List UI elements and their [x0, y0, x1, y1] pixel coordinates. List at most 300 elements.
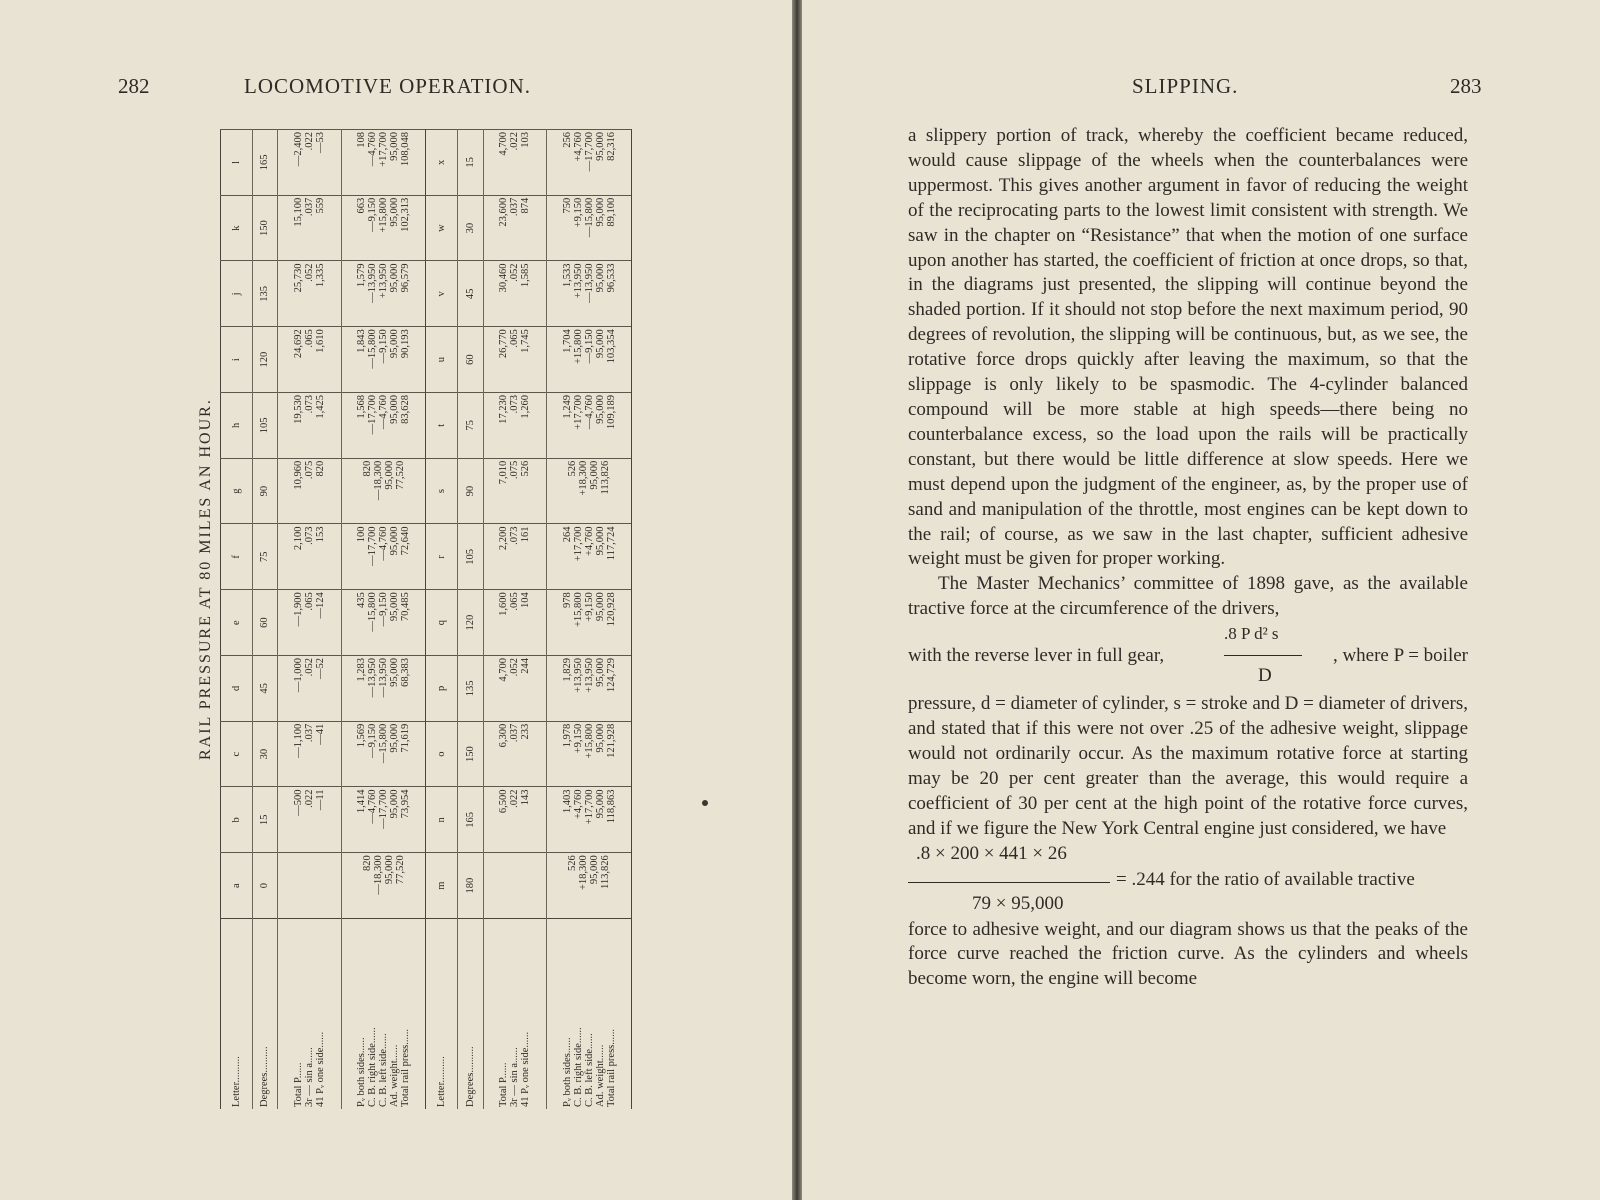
table-cell-cb-right: +17,700	[572, 395, 584, 430]
table-cell-cb-right: —13,950	[367, 263, 379, 303]
table-cell-ad-weight: 95,000	[383, 460, 395, 490]
table-cell-force-group	[547, 656, 632, 722]
row-label-degrees: Degrees..........	[458, 919, 483, 1110]
table-cell-cb-right: —15,800	[367, 592, 379, 632]
row-label: 41 Pᵥ one side......	[314, 1031, 326, 1107]
row-label: Total P......	[498, 1062, 510, 1107]
table-cell-force-group	[547, 393, 632, 459]
table-cell-degrees: 180	[458, 853, 483, 919]
table-cell-force-group	[547, 261, 632, 327]
table-cell-p-group	[483, 327, 547, 393]
table-cell-ad-weight: 95,000	[389, 526, 401, 556]
right-page-number: 283	[1450, 74, 1482, 98]
table-cell-sin: .037	[509, 723, 521, 743]
table-cell-letter: d	[221, 656, 253, 722]
table-cell-p-group	[278, 721, 342, 787]
table-cell-pv-one: 153	[314, 526, 326, 543]
formula-1-lead: with the reverse lever in full gear,	[908, 645, 1165, 667]
table-cell-cb-left: —13,950	[583, 263, 595, 303]
ink-spot	[702, 800, 708, 806]
table-cell-pv-one: 820	[314, 460, 326, 477]
formula-2-result: = .244 for the ratio of available tractive	[1116, 868, 1415, 890]
table-cell-pv-both: 1,579	[356, 263, 368, 288]
table-cell-cb-left: —17,700	[583, 132, 595, 172]
table-cell-force-group	[341, 524, 426, 590]
table-cell-degrees: 15	[458, 130, 483, 196]
table-cell-sin: .073	[303, 526, 315, 545]
table-cell-total: 82,316	[605, 132, 617, 161]
table-cell-pv-one: —53	[314, 132, 326, 153]
table-cell-pv-both: 1,569	[356, 723, 368, 748]
row-label-force-group	[547, 919, 632, 1110]
table-cell-force-group	[341, 721, 426, 787]
table-row-letter	[426, 130, 458, 1110]
table-cell-pv-both: 750	[561, 197, 573, 214]
table-cell-total-p: 24,692	[292, 329, 304, 359]
row-label-p-group	[483, 919, 547, 1110]
table-cell-cb-left: —4,760	[378, 526, 390, 561]
table-cell-total: 113,826	[600, 460, 612, 495]
table-cell-total: 77,520	[394, 855, 406, 885]
table-cell-degrees: 90	[458, 458, 483, 524]
table-cell-ad-weight: 95,000	[389, 395, 401, 424]
table-cell-degrees: 75	[458, 393, 483, 459]
table-cell-letter: i	[221, 327, 253, 393]
table-cell-degrees: 150	[458, 721, 483, 787]
table-cell-ad-weight: 95,000	[594, 395, 606, 424]
table-cell-pv-both: 526	[567, 855, 579, 871]
table-cell-cb-left: +13,950	[583, 658, 595, 693]
table-cell-p-group	[278, 261, 342, 327]
table-cell-p-group	[278, 195, 342, 261]
table-cell-cb-left: —4,760	[583, 395, 595, 430]
table-cell-cb-left: —9,150	[583, 329, 595, 364]
table-cell-pv-both: 435	[356, 592, 368, 608]
row-label: C. B. right side......	[572, 1027, 584, 1107]
table-cell-letter: w	[426, 195, 458, 261]
table-cell-ad-weight: 95,000	[594, 197, 606, 227]
table-cell-pv-one: 1,610	[314, 329, 326, 353]
row-label: Total rail press......	[400, 1029, 412, 1107]
table-cell-p-group	[278, 327, 342, 393]
table-cell-cb-right: —18,300	[372, 460, 384, 501]
table-cell-p-group	[278, 393, 342, 459]
table-cell-ad-weight: 95,000	[594, 526, 606, 556]
fraction-bar	[908, 882, 1110, 883]
table-cell-letter: n	[426, 787, 458, 853]
table-cell-cb-right: +15,800	[572, 329, 584, 365]
table-cell-pv-both: 1,249	[561, 395, 573, 419]
table-cell-ad-weight: 95,000	[389, 723, 401, 753]
table-cell-cb-left: —13,950	[378, 658, 390, 698]
table-cell-pv-one: 1,260	[520, 395, 532, 419]
table-cell-letter: k	[221, 195, 253, 261]
table-cell-p-group	[483, 458, 547, 524]
table-cell-letter: m	[426, 853, 458, 919]
table-cell-cb-left: —9,150	[378, 329, 390, 364]
table-cell-pv-one: —52	[314, 658, 326, 679]
table-row-p-group	[483, 130, 547, 1110]
table-cell-degrees: 105	[252, 393, 277, 459]
table-cell-total: 96,579	[400, 263, 412, 293]
table-cell-letter: q	[426, 590, 458, 656]
table-row-force-group	[341, 130, 426, 1110]
row-label: 3r — sin a......	[509, 1047, 521, 1107]
table-cell-degrees: 30	[458, 195, 483, 261]
table-cell-total-p: 1,600	[498, 592, 510, 616]
table-cell-p-group	[278, 853, 342, 919]
table-cell-total-p: 4,700	[498, 132, 510, 156]
table-cell-letter: s	[426, 458, 458, 524]
table-cell-p-group	[483, 393, 547, 459]
table-cell-ad-weight: 95,000	[389, 789, 401, 819]
paragraph-1: a slippery portion of track, whereby the coefficient became reduced, would cause slippage of the wheels when the counterbalances were uppermost. This gives another argument in favor of reducing the weight of the reciprocating parts to the lowest limit consistent with strength. We saw in the chapter on “Resistance” that when the motion of one surface upon another has started, the coefficient of friction at once drops, so that, in the diagrams just presented, the slipping will continue beyond the shaded portion. If it should not stop before the next maximum period, 90 degrees of revolution, the slipping will be continuous, but, as we see, the rotative force drops quickly after leaving the maximum, so that the slippage is only likely to be spasmodic. The 4-cylinder balanced compound will be more stable at high speeds—there being no counterbalance excess, so the load upon the rails will be practically constant, but there would be little difference at slow speeds. Here we must depend upon the judgment of the engineer, as, by the proper use of sand and manipulation of the throttle, most engines can be kept down to the rail; of course, as we saw in the last chapter, sufficient adhesive weight must be given for proper working.	[908, 125, 1468, 570]
table-cell-cb-left: —15,800	[378, 723, 390, 764]
table-cell-sin: .037	[509, 197, 521, 217]
row-label: 3r — sin a......	[303, 1047, 315, 1107]
row-label: C. B. left side......	[583, 1033, 595, 1107]
table-cell-total: 102,313	[400, 197, 412, 232]
table-cell-p-group	[483, 787, 547, 853]
formula-1-trail: , where P = boiler	[1332, 645, 1468, 667]
paragraph-2-cont: pressure, d = diameter of cylinder, s = stroke and D = diameter of drivers, and stated that if this were not over .25 of the adhesive weight, slippage would not ordinarily occur. As the maximum rotative force at starting may be 20 per cent greater than the average, this would require a coefficient of 30 per cent at the high point of the rotative force curves, and if we figure the New York Central engine just considered, we have	[908, 693, 1468, 839]
table-cell-letter: h	[221, 393, 253, 459]
table-cell-degrees: 30	[252, 721, 277, 787]
table-cell-sin: .073	[509, 526, 521, 545]
table-cell-pv-both: 526	[567, 460, 579, 477]
table-cell-cb-right: +15,800	[572, 592, 584, 628]
table-title: RAIL PRESSURE AT 80 MILES AN HOUR.	[197, 398, 214, 760]
table-cell-pv-one: 1,585	[520, 263, 532, 288]
table-cell-cb-right: —4,760	[367, 132, 379, 167]
table-cell-pv-both: 1,414	[356, 789, 368, 814]
table-cell-total-p: 23,600	[498, 197, 510, 227]
table-cell-degrees: 135	[458, 656, 483, 722]
table-cell-ad-weight: 95,000	[594, 263, 606, 293]
table-cell-pv-one: 559	[314, 197, 326, 214]
table-cell-total-p: 30,460	[498, 263, 510, 293]
left-page-number: 282	[118, 74, 150, 98]
table-cell-cb-left: —4,760	[378, 395, 390, 430]
table-cell-force-group	[341, 458, 426, 524]
row-label: Total P......	[292, 1062, 304, 1107]
table-cell-p-group	[278, 590, 342, 656]
table-cell-cb-left: +13,950	[378, 263, 390, 299]
table-cell-sin: .022	[303, 132, 315, 151]
table-cell-pv-one: 1,425	[314, 395, 326, 419]
table-cell-pv-one: —41	[314, 723, 326, 745]
table-cell-p-group	[483, 261, 547, 327]
table-cell-cb-left: +9,150	[583, 592, 595, 622]
table-cell-total: 83,628	[400, 395, 412, 424]
table-cell-ad-weight: 95,000	[589, 460, 601, 490]
table-cell-letter: f	[221, 524, 253, 590]
table-cell-total-p: 15,100	[292, 197, 304, 227]
table-cell-ad-weight: 95,000	[594, 789, 606, 819]
table-cell-force-group	[341, 787, 426, 853]
table-cell-p-group	[483, 590, 547, 656]
table-cell-ad-weight: 95,000	[383, 855, 395, 885]
row-label: Pᵥ both sides......	[356, 1037, 368, 1107]
table-cell-ad-weight: 95,000	[594, 592, 606, 622]
table-cell-degrees: 105	[458, 524, 483, 590]
table-cell-degrees: 135	[252, 261, 277, 327]
table-cell-cb-left: +15,800	[583, 723, 595, 759]
row-label: Ad. weight......	[389, 1044, 401, 1107]
table-cell-degrees: 75	[252, 524, 277, 590]
table-cell-ad-weight: 95,000	[589, 855, 601, 885]
table-cell-force-group	[341, 590, 426, 656]
table-cell-sin: .075	[303, 460, 315, 480]
row-label: C. B. right side......	[367, 1027, 379, 1107]
table-cell-total-p: 26,770	[498, 329, 510, 359]
table-cell-ad-weight: 95,000	[594, 132, 606, 161]
row-label-p-group	[278, 919, 342, 1110]
table-cell-total: 89,100	[605, 197, 617, 227]
table-cell-total: 113,826	[600, 855, 612, 889]
table-cell-cb-right: +9,150	[572, 197, 584, 228]
table-cell-letter: b	[221, 787, 253, 853]
row-label: Total rail press......	[605, 1029, 617, 1107]
table-cell-sin: .052	[509, 658, 521, 677]
table-cell-sin: .065	[509, 329, 521, 348]
table-cell-sin: .022	[509, 789, 521, 808]
table-cell-pv-both: 978	[561, 592, 573, 608]
table-cell-pv-both: 256	[561, 132, 573, 148]
table-cell-force-group	[341, 327, 426, 393]
table-cell-degrees: 45	[252, 656, 277, 722]
table-cell-pv-both: 108	[356, 132, 368, 148]
table-cell-total: 121,928	[605, 723, 617, 758]
table-cell-degrees: 0	[252, 853, 277, 919]
row-label-letter: Letter..........	[221, 919, 253, 1110]
table-cell-cb-left: —15,800	[583, 197, 595, 238]
table-cell-pv-both: 663	[356, 197, 368, 214]
left-page	[0, 0, 794, 1200]
table-cell-degrees: 165	[252, 130, 277, 196]
table-cell-total-p: —1,000	[292, 658, 304, 693]
table-cell-p-group	[483, 524, 547, 590]
table-cell-sin: .073	[509, 395, 521, 414]
table-cell-cb-right: +4,760	[572, 789, 584, 820]
formula-tractive-force	[908, 622, 1468, 692]
table-cell-p-group	[278, 130, 342, 196]
table-cell-force-group	[341, 393, 426, 459]
table-cell-total-p: —500	[292, 789, 304, 816]
formula-2-numerator: .8 × 200 × 441 × 26	[916, 842, 1067, 864]
row-label-letter: Letter..........	[426, 919, 458, 1110]
row-label-force-group	[341, 919, 426, 1110]
table-row-degrees	[458, 130, 483, 1110]
table-cell-force-group	[341, 261, 426, 327]
table-cell-total: 77,520	[394, 460, 406, 490]
table-cell-sin: .037	[303, 197, 315, 217]
table-cell-cb-right: +4,760	[572, 132, 584, 162]
table-cell-sin: .022	[303, 789, 315, 808]
table-cell-force-group	[547, 130, 632, 196]
table-cell-pv-both: 100	[356, 526, 368, 543]
table-cell-pv-both: 264	[561, 526, 573, 543]
table-cell-letter: j	[221, 261, 253, 327]
table-cell-pv-one: 161	[520, 526, 532, 543]
paragraph-2-start: The Master Mechanics’ committee of 1898 gave, as the available tractive force at the circumference of the drivers,	[908, 573, 1468, 620]
table-cell-sin: .052	[509, 263, 521, 282]
right-page	[802, 0, 1600, 1200]
formula-2-denominator: 79 × 95,000	[972, 892, 1064, 914]
table-cell-ad-weight: 95,000	[389, 329, 401, 359]
table-cell-total: 124,729	[605, 658, 617, 693]
table-cell-total: 71,619	[400, 723, 412, 753]
table-cell-sin: .022	[509, 132, 521, 151]
fraction-bar	[1224, 655, 1302, 656]
table-cell-total: 108,048	[400, 132, 412, 167]
table-cell-total: 109,189	[605, 395, 617, 430]
table-cell-letter: t	[426, 393, 458, 459]
table-cell-p-group	[278, 458, 342, 524]
table-cell-total: 73,954	[400, 789, 412, 819]
table-cell-degrees: 60	[458, 327, 483, 393]
table-cell-p-group	[278, 656, 342, 722]
table-row-p-group	[278, 130, 342, 1110]
table-cell-cb-right: +18,300	[578, 855, 590, 891]
table-cell-total: 70,485	[400, 592, 412, 622]
table-cell-sin: .052	[303, 263, 315, 282]
table-cell-degrees: 45	[458, 261, 483, 327]
table-cell-force-group	[547, 787, 632, 853]
table-cell-cb-left: +17,700	[583, 789, 595, 825]
table-cell-degrees: 120	[458, 590, 483, 656]
table-cell-total-p: 2,200	[498, 526, 510, 551]
left-running-head: LOCOMOTIVE OPERATION.	[244, 74, 531, 98]
table-cell-letter: u	[426, 327, 458, 393]
rail-pressure-table	[220, 129, 632, 1109]
table-cell-pv-one: 874	[520, 197, 532, 214]
table-cell-ad-weight: 95,000	[594, 658, 606, 687]
table-cell-cb-left: —9,150	[378, 592, 390, 627]
table-cell-letter: x	[426, 130, 458, 196]
table-cell-cb-right: —13,950	[367, 658, 379, 698]
table-cell-cb-right: —9,150	[367, 723, 379, 758]
table-row-letter	[221, 130, 253, 1110]
table-cell-pv-one: 103	[520, 132, 532, 148]
table-cell-cb-right: +9,150	[572, 723, 584, 754]
table-cell-cb-right: +13,950	[572, 658, 584, 693]
table-cell-pv-both: 1,829	[561, 658, 573, 682]
table-cell-pv-one: 244	[520, 658, 532, 674]
row-label: Ad. weight......	[594, 1044, 606, 1107]
table-cell-sin: .052	[303, 658, 315, 677]
table-cell-total-p: 7,010	[498, 460, 510, 485]
table-cell-sin: .065	[303, 329, 315, 348]
table-cell-total-p: —1,100	[292, 723, 304, 758]
table-cell-total-p: 2,100	[292, 526, 304, 551]
table-cell-letter: r	[426, 524, 458, 590]
table-cell-cb-left: +4,760	[583, 526, 595, 557]
table-cell-ad-weight: 95,000	[389, 658, 401, 687]
table-cell-ad-weight: 95,000	[389, 197, 401, 227]
table-cell-degrees: 60	[252, 590, 277, 656]
formula-ratio	[908, 842, 1468, 918]
table-cell-ad-weight: 95,000	[594, 723, 606, 753]
table-cell-pv-both: 820	[361, 855, 373, 871]
table-cell-total: 117,724	[605, 526, 617, 561]
table-cell-p-group	[483, 130, 547, 196]
table-cell-letter: c	[221, 721, 253, 787]
table-cell-total-p: 10,960	[292, 460, 304, 490]
table-cell-degrees: 90	[252, 458, 277, 524]
table-cell-pv-one: —11	[314, 789, 326, 811]
table-row-force-group	[547, 130, 632, 1110]
right-running-head: SLIPPING.	[1132, 74, 1239, 98]
table-cell-pv-both: 1,533	[561, 263, 573, 288]
table-cell-force-group	[341, 656, 426, 722]
table-cell-pv-one: 104	[520, 592, 532, 608]
table-cell-sin: .037	[303, 723, 315, 743]
table-cell-total-p: —2,400	[292, 132, 304, 167]
formula-1-denominator: D	[1258, 665, 1272, 687]
table-cell-total-p: —1,900	[292, 592, 304, 627]
table-cell-force-group	[341, 195, 426, 261]
table-cell-cb-left: —17,700	[378, 789, 390, 829]
row-label-degrees: Degrees..........	[252, 919, 277, 1110]
table-cell-pv-one: 233	[520, 723, 532, 740]
table-cell-total: 118,863	[605, 789, 617, 824]
table-cell-sin: .073	[303, 395, 315, 414]
table-cell-cb-right: —18,300	[372, 855, 384, 895]
table-cell-cb-right: —17,700	[367, 395, 379, 435]
table-cell-cb-right: +17,700	[572, 526, 584, 562]
table-cell-force-group	[341, 853, 426, 919]
table-cell-degrees: 120	[252, 327, 277, 393]
table-cell-p-group	[483, 721, 547, 787]
table-cell-p-group	[483, 195, 547, 261]
table-cell-ad-weight: 95,000	[389, 132, 401, 161]
table-cell-p-group	[278, 524, 342, 590]
table-cell-total-p: 6,500	[498, 789, 510, 814]
row-label: 41 Pᵥ one side......	[520, 1031, 532, 1107]
table-cell-pv-both: 1,704	[561, 329, 573, 353]
table-cell-total: 72,640	[400, 526, 412, 556]
table-cell-pv-both: 1,978	[561, 723, 573, 748]
table-cell-letter: p	[426, 656, 458, 722]
table-cell-total-p: 25,730	[292, 263, 304, 293]
table-cell-letter: v	[426, 261, 458, 327]
table-cell-total-p: 19,530	[292, 395, 304, 424]
table-cell-p-group	[483, 656, 547, 722]
table-cell-cb-right: +18,300	[578, 460, 590, 496]
row-label: C. B. left side......	[378, 1033, 390, 1107]
table-cell-force-group	[341, 130, 426, 196]
table-cell-force-group	[547, 721, 632, 787]
table-cell-total: 96,533	[605, 263, 617, 293]
table-cell-degrees: 15	[252, 787, 277, 853]
table-cell-total: 103,354	[605, 329, 617, 364]
table-cell-force-group	[547, 327, 632, 393]
table-cell-pv-both: 1,568	[356, 395, 368, 419]
table-cell-pv-one: —124	[314, 592, 326, 619]
row-label: Pᵥ both sides......	[561, 1037, 573, 1107]
table-cell-pv-one: 526	[520, 460, 532, 477]
table-cell-force-group	[547, 590, 632, 656]
table-cell-total: 90,193	[400, 329, 412, 359]
table-cell-ad-weight: 95,000	[389, 263, 401, 293]
table-cell-pv-both: 1,843	[356, 329, 368, 353]
table-cell-force-group	[547, 195, 632, 261]
table-cell-letter: e	[221, 590, 253, 656]
table-cell-sin: .065	[509, 592, 521, 611]
book-gutter	[792, 0, 802, 1200]
table-cell-letter: o	[426, 721, 458, 787]
